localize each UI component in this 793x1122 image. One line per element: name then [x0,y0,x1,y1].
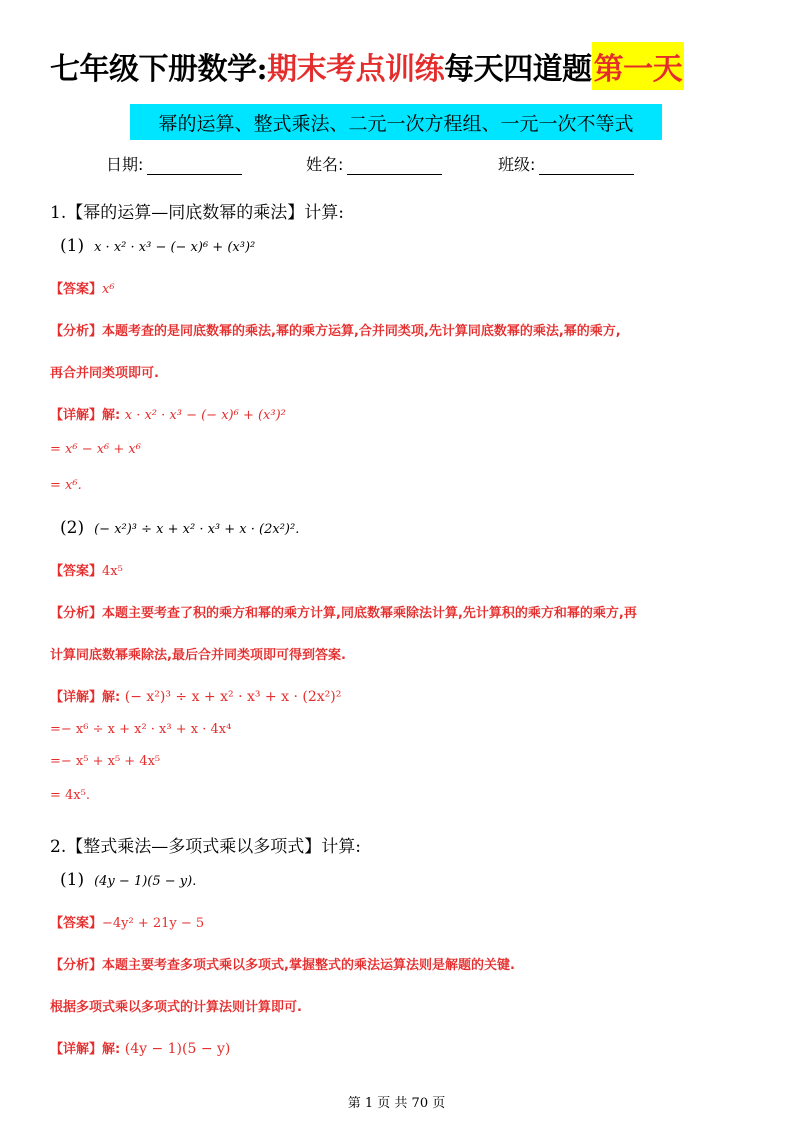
subtitle-text: 幂的运算、整式乘法、二元一次方程组、一元一次不等式 [158,112,634,135]
q1-part1-step2: = x⁶. [50,478,82,493]
q1-part2-step2: =− x⁵ + x⁵ + 4x⁵ [50,754,161,769]
q1-part2-answer [50,560,123,579]
q1-part2-prompt [60,518,299,538]
answer-value: x⁶ [102,282,115,297]
page-footer: 第 1 页 共 70 页 [347,1096,446,1111]
name-field [306,152,442,175]
class-field [498,152,634,175]
q1-part1-analysis-line2: 再合并同类项即可. [50,366,159,381]
q2-part1-prompt [60,870,196,890]
q1-part1-answer [50,278,115,297]
question-2-heading: 2.【整式乘法—多项式乘以多项式】计算: [50,837,361,857]
name-blank [347,156,442,175]
detail-expression: (− x²)³ ÷ x + x² · x³ + x · (2x²)² [124,689,342,705]
q1-part1-prompt [60,236,255,256]
q1-part1-step1: = x⁶ − x⁶ + x⁶ [50,442,141,457]
q2-part1-number: (1) [60,870,85,890]
q2-part1-analysis-line1: 【分析】本题主要考查多项式乘以多项式,掌握整式的乘法运算法则是解题的关键. [50,958,515,973]
question-1-heading: 1.【幂的运算—同底数幂的乘法】计算: [50,203,344,223]
q1-part1-analysis-line1: 【分析】本题考查的是同底数幂的乘法,幂的乘方运算,合并同类项,先计算同底数幂的乘法,幂的乘方, [50,324,621,339]
answer-value: −4y² + 21y − 5 [102,916,205,931]
title-part-topic: 期末考点训练 [267,52,445,87]
answer-label: 【答案】 [50,916,103,931]
q1-part2-step1: =− x⁶ ÷ x + x² · x³ + x · 4x⁴ [50,722,232,737]
class-blank [539,156,634,175]
class-label: 班级: [498,155,536,174]
q1-part1-number: (1) [60,236,85,256]
title-part-day: 第一天 [592,42,685,90]
q2-part1-answer [50,912,204,931]
q1-part2-expression: (− x²)³ ÷ x + x² · x³ + x · (2x²)². [94,522,300,537]
q1-part1-expression: x · x² · x³ − (− x)⁶ + (x³)² [94,240,256,255]
q2-part1-analysis-line2: 根据多项式乘以多项式的计算法则计算即可. [50,1000,302,1015]
answer-label: 【答案】 [50,282,103,297]
date-field [106,152,242,175]
q1-part2-step3: = 4x⁵. [50,788,90,803]
detail-expression: x · x² · x³ − (− x)⁶ + (x³)² [124,408,286,423]
detail-label: 【详解】解: [50,690,125,705]
q1-part2-analysis-line1: 【分析】本题主要考查了积的乘方和幂的乘方计算,同底数幂乘除法计算,先计算积的乘方和幂的乘方,再 [50,606,637,621]
page-title [50,36,684,96]
detail-expression: (4y − 1)(5 − y) [124,1041,231,1057]
student-info-row [106,152,666,180]
q1-part2-number: (2) [60,518,85,538]
detail-label: 【详解】解: [50,408,125,423]
q1-part2-detail [50,686,341,705]
date-blank [147,156,242,175]
q2-part1-expression: (4y − 1)(5 − y). [94,874,197,889]
date-label: 日期: [106,155,144,174]
q1-part2-analysis-line2: 计算同底数幂乘除法,最后合并同类项即可得到答案. [50,648,346,663]
q1-part1-detail [50,404,286,423]
answer-value: 4x⁵ [102,564,123,579]
subtitle-banner [130,104,662,140]
name-label: 姓名: [306,155,344,174]
title-part-daily: 每天四道题 [444,52,592,87]
q2-part1-detail [50,1038,230,1057]
title-part-grade: 七年级下册数学: [50,52,268,87]
answer-label: 【答案】 [50,564,103,579]
detail-label: 【详解】解: [50,1042,125,1057]
